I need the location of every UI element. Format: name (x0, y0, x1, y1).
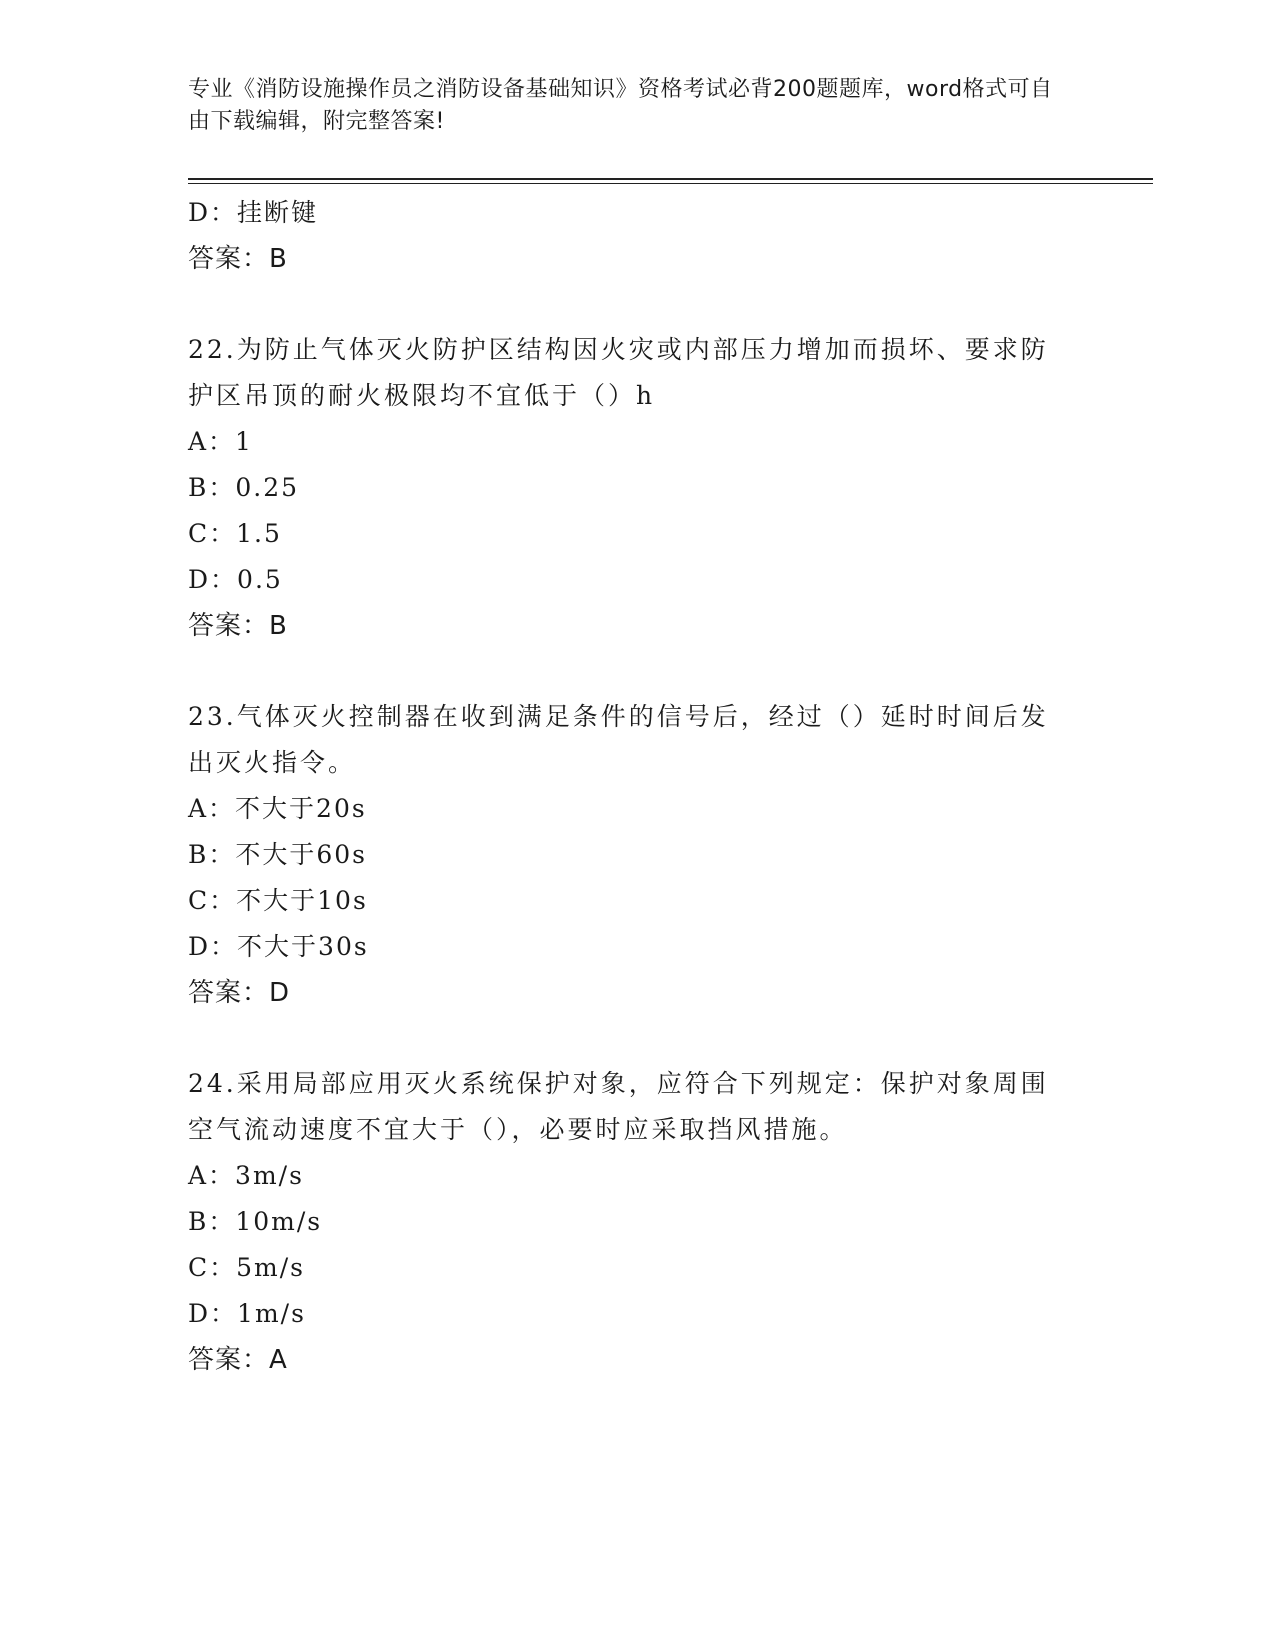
question-text: 22.为防止气体灭火防护区结构因火灾或内部压力增加而损坏、要求防 护区吊顶的耐火极限均不宜低于（）h (188, 335, 1049, 410)
option-c: C：不大于10s (188, 886, 368, 915)
option-a: A：不大于20s (188, 794, 367, 823)
document-header: 专业《消防设施操作员之消防设备基础知识》资格考试必背200题题库，word格式可自由下载编辑，附完整答案! (188, 77, 1053, 134)
question-text: 23.气体灭火控制器在收到满足条件的信号后，经过（）延时时间后发 出灭火指令。 (188, 702, 1049, 777)
option-c: C：5m/s (188, 1253, 305, 1282)
option-d: D：挂断键 (188, 198, 319, 227)
option-b: B：不大于60s (188, 840, 368, 869)
question-block (188, 327, 1088, 649)
option-d: D：1m/s (188, 1299, 306, 1328)
option-d: D：不大于30s (188, 932, 369, 961)
option-a: A：1 (188, 427, 253, 456)
header-divider-thin (188, 183, 1153, 184)
answer-line: 答案：A (188, 1345, 288, 1375)
answer-line: 答案：B (188, 244, 288, 274)
answer-line: 答案：D (188, 978, 291, 1008)
answer-line: 答案：B (188, 611, 288, 641)
header-divider-thick (188, 178, 1153, 180)
option-b: B：0.25 (188, 473, 300, 502)
question-block (188, 1061, 1088, 1383)
option-b: B：10m/s (188, 1207, 323, 1236)
question-text: 24.采用局部应用灭火系统保护对象，应符合下列规定：保护对象周围 空气流动速度不宜大于（），必要时应采取挡风措施。 (188, 1069, 1049, 1144)
question-block (188, 694, 1088, 1016)
option-d: D：0.5 (188, 565, 283, 594)
document-body (188, 190, 1088, 1383)
option-a: A：3m/s (188, 1161, 304, 1190)
option-c: C：1.5 (188, 519, 282, 548)
